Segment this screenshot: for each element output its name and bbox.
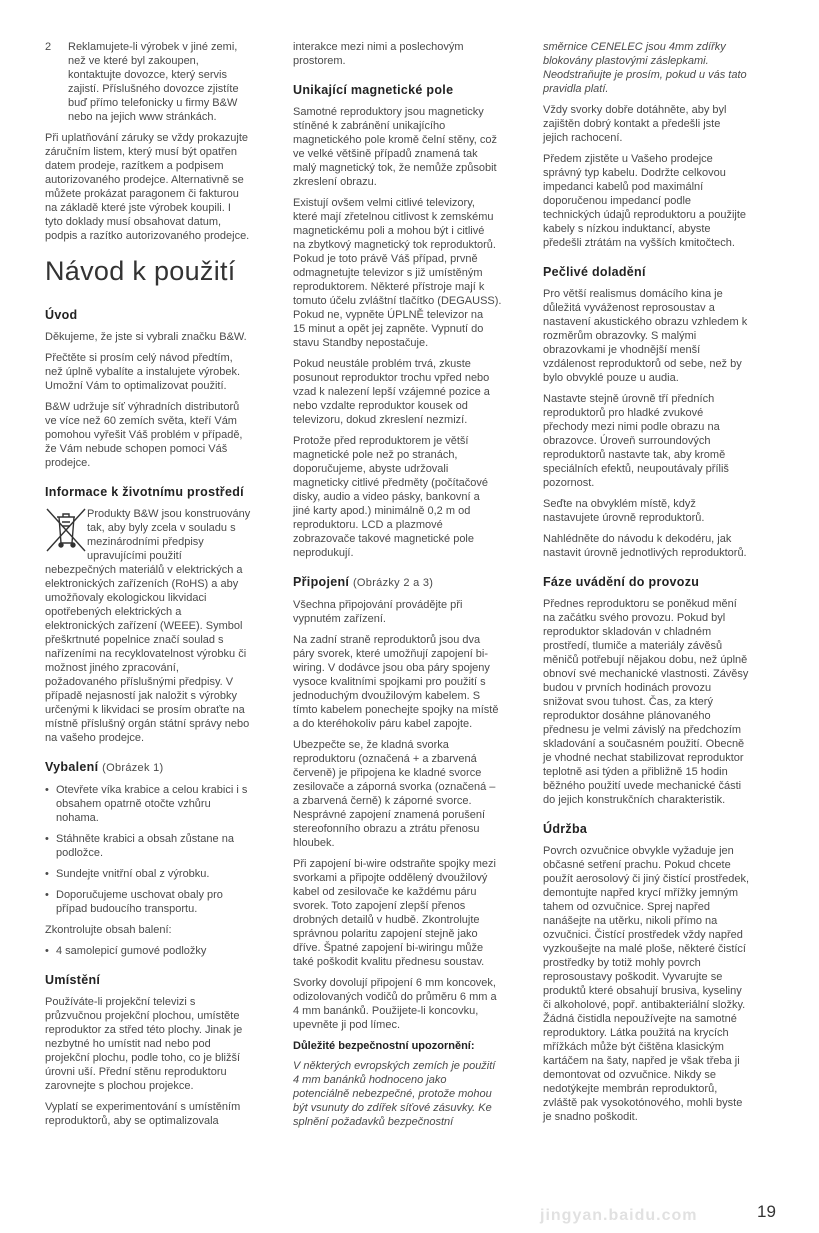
crossed-bin-icon [45, 507, 87, 553]
paragraph: Zkontrolujte obsah balení: [45, 924, 172, 936]
column-3 [543, 40, 788, 1131]
paragraph: Samotné reproduktory jsou magneticky stíněné k zabránění unikajícího magnetického pole kromě čelní stěny, což ve velké většině případů znamená tak malý magnetický tok, že nemůže způsobit zkreslení obrazu. [293, 106, 498, 188]
paragraph: Vyplatí se experimentování s umístěním reproduktorů, aby se optimalizovala [45, 1101, 241, 1127]
paragraph: Děkujeme, že jste si vybrali značku B&W. [45, 331, 247, 343]
contents-list [45, 944, 290, 958]
safety-text-continued: směrnice CENELEC jsou 4mm zdířky blokovány plastovými záslepkami. Neodstraňujte je prosím, pokud u vás tato pravidla platí. [543, 41, 747, 95]
paragraph: Seďte na obvyklém místě, když nastavujete úrovně reproduktorů. [543, 498, 705, 524]
numbered-item [45, 40, 290, 124]
safety-heading: Důležité bezpečnostní upozornění: [293, 1040, 475, 1052]
list-text: Stáhněte krabici a obsah zůstane na podložce. [56, 833, 234, 859]
paragraph: interakce mezi nimi a poslechovým prostorem. [293, 41, 464, 67]
heading-environment: Informace k životnímu prostředí [45, 485, 244, 499]
column-2 [293, 40, 538, 1136]
list-item: • Sundejte vnitřní obal z výrobku. [45, 868, 210, 880]
list-text: Doporučujeme uschovat obaly pro případ budoucího transportu. [56, 889, 223, 915]
list-text: Otevřete víka krabice a celou krabici i s obsahem opatrně otočte vzhůru nohama. [56, 784, 248, 824]
heading-doladeni: Pečlivé doladění [543, 265, 646, 279]
heading-faze: Fáze uvádění do provozu [543, 575, 700, 589]
paragraph: Předem zjistěte u Vašeho prodejce správný typ kabelu. Dodržte celkovou impedanci kabelů pod maximální doporučenou impedancí podle technických údajů reproduktoru a použijte kabely s nízkou induktancí, abyste předešli ztrátám na vyšších kmitočtech. [543, 153, 747, 249]
heading-vybaleni [45, 759, 290, 776]
paragraph: Pro větší realismus domácího kina je důležitá vyváženost reprosoustav a nastavení akustického obrazu vzhledem k rozměrům obrazovky. S malými obrazovkami je vhodnější menší vzdálenost reproduktorů od sebe, než by bylo obvyklé pouze u audia. [543, 288, 748, 384]
unpacking-list [45, 783, 290, 916]
heading-sub: (Obrázky 2 a 3) [352, 577, 434, 589]
heading-udrzba: Údržba [543, 822, 588, 836]
environment-text-top: Produkty B&W jsou konstruovány tak, aby byly zcela v souladu s mezinárodními předpisy upravujícími použití [87, 508, 251, 562]
paragraph: Ubezpečte se, že kladná svorka reproduktoru (označená + a zbarvená červeně) je připojena ke kladné svorce zesilovače a záporná svorka (označená – a zbarvená černě) k záporné svorce. Nesprávné zapojení znamená porušení stereofonního obrazu a ztrátu přenosu hloubek. [293, 739, 496, 849]
heading-uvod: Úvod [45, 308, 78, 322]
paragraph: Používáte-li projekční televizi s průzvučnou projekční plochou, umístěte reproduktor za střed této plochy. Jinak je nezbytné ho umístit nad nebo pod projekční plochu, podle toho, co je bližší úrovni uší. Přední stěnu reproduktoru zarovnejte s plochou projekce. [45, 996, 243, 1092]
warranty-paragraph: Při uplatňování záruky se vždy prokazujte záručním listem, který musí být opatřen datem prodeje, razítkem a podpisem autorizovaného prodejce. Alternativně se můžete prokázat paragonem či fakturou na základě které jste výrobek koupili. I tyto doklady musí obsahovat datum, podpis a razítko autorizovaného prodejce. [45, 132, 250, 242]
paragraph: Svorky dovolují připojení 6 mm koncovek, odizolovaných vodičů do průměru 6 mm a 4 mm banánků. Použijete-li koncovku, upevněte ji pod límec. [293, 977, 497, 1031]
list-item: • 4 samolepicí gumové podložky [45, 945, 207, 957]
paragraph: Vždy svorky dobře dotáhněte, aby byl zajištěn dobrý kontakt a předešli jste jejich rachocení. [543, 104, 727, 144]
page-title: Návod k použití [45, 256, 236, 286]
paragraph: Všechna připojování provádějte při vypnutém zařízení. [293, 599, 463, 625]
paragraph: Přečtěte si prosím celý návod předtím, než úplně vybalíte a instalujete výrobek. Umožní Vám to optimalizovat použití. [45, 352, 241, 392]
item-number: 2 [45, 41, 52, 53]
heading-umisteni: Umístění [45, 973, 101, 987]
heading-sub: (Obrázek 1) [102, 762, 164, 774]
list-item: • Doporučujeme uschovat obaly pro případ budoucího transportu. [45, 889, 223, 915]
heading-text: Připojení [293, 575, 350, 589]
environment-section [45, 507, 290, 745]
list-item: • Otevřete víka krabice a celou krabici i s obsahem opatrně otočte vzhůru nohama. [45, 784, 248, 824]
paragraph: Nahlédněte do návodu k dekodéru, jak nastavit úrovně jednotlivých reproduktorů. [543, 533, 747, 559]
environment-text: nebezpečných materiálů v elektrických a elektronických zařízeních (RoHS) a aby umožňovaly ekologickou likvidaci opotřebených elektrických a elektronických zařízení (WEEE). Symbol přeškrtnuté popelnice značí soulad s nařízeními na recyklovatelnost výrobku či možnost jiného zpracování, požadovaného příslušnými předpisy. V případě nejasností jak naložit s výrobky určenými k likvidaci se prosím obraťte na místně příslušný orgán státní správy nebo na vašeho prodejce. [45, 564, 250, 744]
list-text: 4 samolepicí gumové podložky [56, 945, 207, 957]
safety-text: V některých evropských zemích je použití 4 mm banánků hodnoceno jako potenciálně nebezpečné, protože mohou být vsunuty do zdířek síťové zásuvky. Ke splnění požadavků bezpečnostní [293, 1060, 496, 1128]
column-1 [45, 40, 290, 1135]
heading-magnetic: Unikající magnetické pole [293, 83, 454, 97]
paragraph: Při zapojení bi-wire odstraňte spojky mezi svorkami a připojte oddělený dvoužilový kabel od zesilovače ke každému páru svorek. Toto zapojení zlepší přenos drobných detailů v hudbě. Zkontrolujte správnou polaritu zapojení stejně jako dříve. Špatné zapojení bi-wiringu může také poškodit kvalitu přednesu soustav. [293, 858, 496, 968]
paragraph: Povrch ozvučnice obvykle vyžaduje jen občasné setření prachu. Pokud chcete použít aerosolový či jiný čistící prostředek, demontujte napřed krycí mřížky jemným tahem od ozvučnice. Sprej napřed nanášejte na utěrku, nikoli přímo na ozvučnici. Čistící prostředek vždy napřed vyzkoušejte na malé ploše, některé čistící prostředky by totiž mohly povrch reprosoustavy poškodit. Vyvarujte se produktů které obsahují brusiva, kyseliny či alkoholové, popř. antibakteriální složky. Žádná čistidla nepoužívejte na samotné reproduktory. Látka použitá na krycích mřížkách může být čištěna klasickým kartáčem na šaty, napřed je však třeba ji demontovat od ozvučnice. Nikdy se nedotýkejte membrán reproduktorů, zvláště pak vysokotónového, mohli byste je snadno poškodit. [543, 845, 750, 1123]
item-text: Reklamujete-li výrobek v jiné zemi, než ve které byl zakoupen, kontaktujte dovozce, který servis zajistí. Příslušného dovozce zjistíte buď přímo telefonicky u firmy B&W nebo na jejich www stránkách. [68, 41, 239, 123]
watermark: jingyan.baidu.com [540, 1207, 698, 1224]
paragraph: Pokud neustále problém trvá, zkuste posunout reproduktor trochu vpřed nebo vzad k nalezení lepší vzájemné pozice a nebo vzdalte reproduktor kousek od televizoru, dokud zkreslení nezmizí. [293, 358, 490, 426]
paragraph: B&W udržuje síť výhradních distributorů ve více než 60 zemích světa, kteří Vám pomohou vyřešit Váš problém v případě, že Vám nebude schopen pomoci Váš prodejce. [45, 401, 243, 469]
heading-pripojeni [293, 574, 538, 591]
list-text: Sundejte vnitřní obal z výrobku. [56, 868, 210, 880]
paragraph: Protože před reproduktorem je větší magnetické pole než po stranách, doporučujeme, abyste udržovali magneticky citlivé předměty (počítačové disky, audio a video pásky, bankovní a jiné karty apod.) minimálně 0,2 m od reproduktoru. LCD a plazmové zobrazovače takové magnetické pole neprodukují. [293, 435, 489, 559]
paragraph: Nastavte stejně úrovně tří předních reproduktorů pro hladké zvukové přechody mezi nimi podle obrazu na obrazovce. Úroveň surroundových reproduktorů nastavte tak, aby kromě speciálních efektů, neupoutávaly příliš pozornost. [543, 393, 729, 489]
paragraph: Existují ovšem velmi citlivé televizory, které mají zřetelnou citlivost k zemskému magnetickému poli a mohou být i citlivé na zbytkový magnetický tok reproduktorů. Pokud je toto právě Váš případ, prvně odmagnetujte televizor s již umístěným reproduktorem. Některé přístroje mají k tomuto účelu zvláštní tlačítko (DEGAUSS). Pokud ne, vypněte ÚPLNĚ televizor na 15 minut a opět jej zapněte. Vypnutí do stavu Standby nepostačuje. [293, 197, 502, 349]
paragraph: Přednes reproduktoru se poněkud mění na začátku svého provozu. Pokud byl reproduktor skladován v chladném prostředí, tlumiče a materiály závěsů měničů potřebují nějakou dobu, než úplně obnoví své mechanické vlastnosti. Závěsy budou v prvních hodinách provozu snižovat svou tuhost. Čas, za který reproduktor dosáhne plánovaného přednesu je velmi závislý na předchozím skladování a současném použití. Obecně je vhodné nechat stabilizovat reproduktor teplotně asi týden a přibližně 15 hodin běžného použití uvede mechanické části do jejich konstrukčních charakteristik. [543, 598, 749, 806]
heading-text: Vybalení [45, 760, 99, 774]
paragraph: Na zadní straně reproduktorů jsou dva páry svorek, které umožňují zapojení bi- wiring. V dodávce jsou oba páry spojeny vysoce kvalitními spojkami pro použití s jednoduchým dvoužilovým kabelem. S tímto kabelem ponechejte spojky na místě a do kteréhokoliv páru kabel zapojte. [293, 634, 499, 730]
page-number: 19 [757, 1202, 776, 1221]
list-item: • Stáhněte krabici a obsah zůstane na podložce. [45, 833, 234, 859]
